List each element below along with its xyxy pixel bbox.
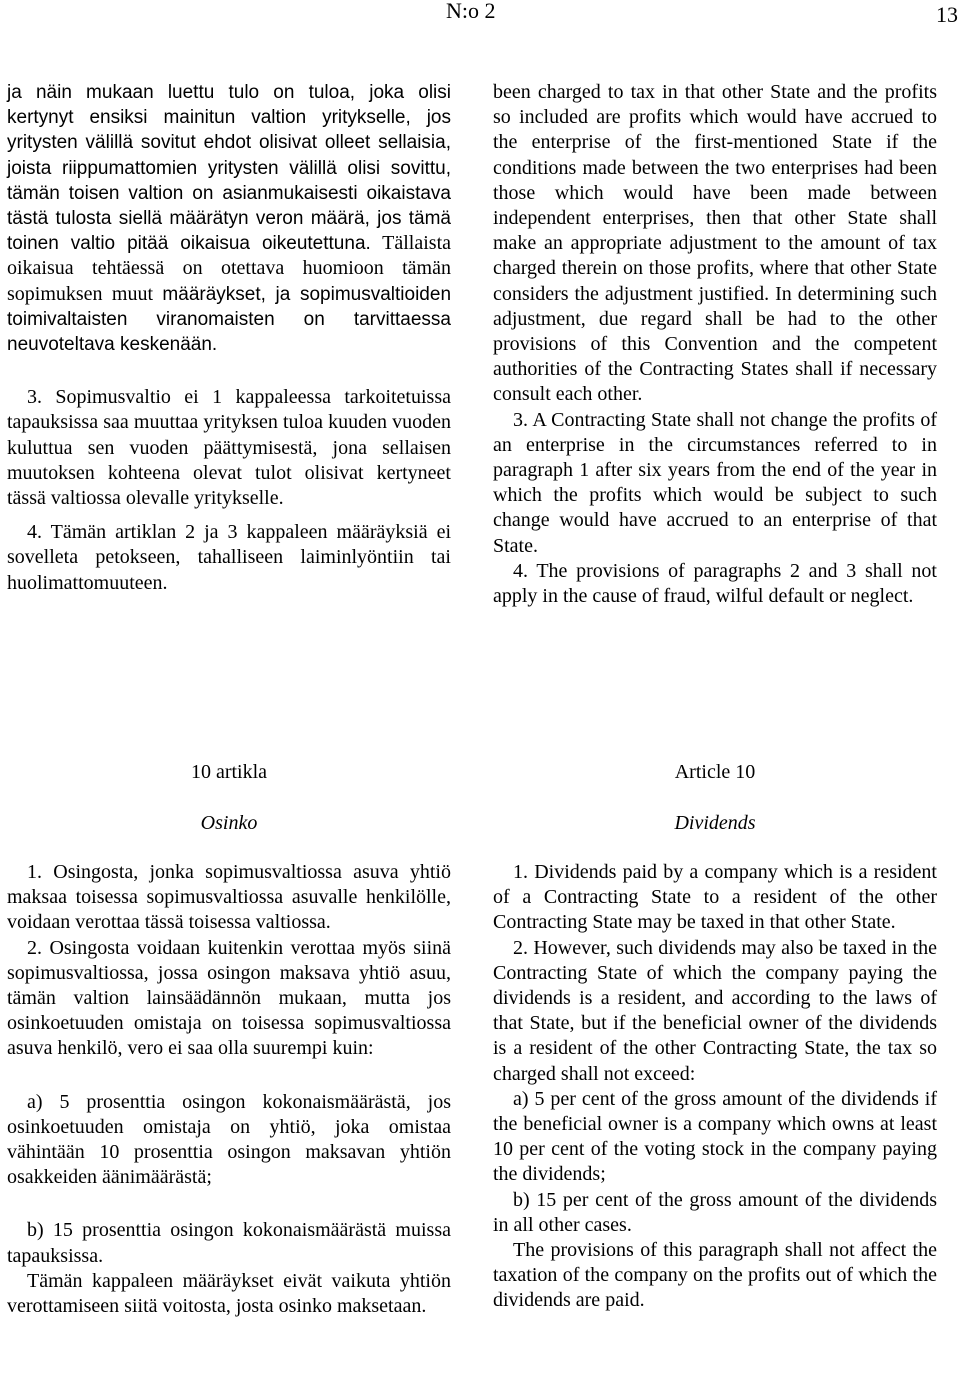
finnish-column-upper	[7, 80, 451, 596]
fi-paragraph-text-serif: Tällaista oikaisua tehtäessä on otettava huomioon tämän sopimuksen muut	[7, 232, 452, 305]
issue-number: N:o 2	[446, 0, 496, 23]
fi-paragraph-continuation	[7, 80, 451, 357]
en-article-title: Dividends	[674, 812, 756, 834]
fi-dividend-item-a: a) 5 prosenttia osingon kokonaismäärästä, jos osinkoetuuden omistaja on yhtiö, joka omistaa vähintään 10 prosenttia osingon maksavan yhtiön osakkeiden äänimäärästä;	[7, 1090, 451, 1189]
fi-dividend-paragraph-1: 1. Osingosta, jonka sopimusvaltiossa asuva yhtiö maksaa toisessa sopimusvaltiossa asuvalle henkilölle, voidaan verottaa tässä toisessa valtiossa.	[7, 861, 451, 934]
en-dividend-paragraph-last: The provisions of this paragraph shall not affect the taxation of the company on the profits out of which the dividends are paid.	[493, 1239, 937, 1312]
en-dividend-paragraph-1: 1. Dividends paid by a company which is a resident of a Contracting State to a resident of the other Contracting State may be taxed in that other State.	[493, 861, 937, 934]
en-paragraph-continuation: been charged to tax in that other State and the profits so included are profits which would have accrued to the enterprise of the first-mentioned State if the conditions made between the two enterprises had been those which would have been made between independent enterprises, then that other State shall make an appropriate adjustment to the amount of tax charged therein on those profits, where that other State considers the adjustment justified. In determining such adjustment, due regard shall be had to the other provisions of this Convention and the competent authorities of the Contracting States shall if necessary consult each other.	[493, 81, 937, 406]
fi-paragraph-text-sans-2: määräykset, ja sopimusvaltioiden toimivaltaisten viranomaisten on tarvittaessa neuvoteltava keskenään.	[7, 283, 452, 356]
en-dividend-item-a: a) 5 per cent of the gross amount of the dividends if the beneficial owner is a company which owns at least 10 per cent of the voting stock in the company paying the dividends;	[493, 1087, 937, 1186]
en-paragraph-4: 4. The provisions of paragraphs 2 and 3 shall not apply in the cause of fraud, wilful default or neglect.	[493, 559, 937, 608]
fi-paragraph-text-sans: ja näin mukaan luettu tulo on tuloa, joka olisi kertynyt ensiksi mainitun valtion yritykselle, jos yritysten välillä sovitut ehdot olisivat olleet sellaisia, joista riippumattomien yritysten välillä olisi sovittu, tämän toisen valtion on asianmukaisesti oikaistava tästä tulosta siellä määrätyn veron määrä, jos tämä toinen valtio pitää oikaisua oikeutettuna.	[7, 82, 451, 255]
en-article-heading: Article 10	[674, 761, 756, 783]
fi-paragraph-4: 4. Tämän artiklan 2 ja 3 kappaleen määräyksiä ei sovelleta petokseen, tahalliseen laiminlyöntiin tai huolimattomuuteen.	[7, 521, 451, 594]
fi-paragraph-3: 3. Sopimusvaltio ei 1 kappaleessa tarkoitetuissa tapauksissa saa muuttaa yrityksen tuloa kuuden vuoden kuluttua sen vuoden päättymisestä, jona sellaisen muutoksen kohteena olevat tulot olisivat kertyneet tässä valtiossa olevalle yritykselle.	[7, 386, 451, 510]
en-dividend-paragraph-2: 2. However, such dividends may also be taxed in the Contracting State of which the company paying the dividends is a resident, and according to the laws of that State, but if the beneficial owner of the dividends is a resident of the other Contracting State, the tax so charged shall not exceed:	[493, 936, 937, 1085]
english-column-lower	[493, 860, 937, 1314]
finnish-column-lower	[7, 860, 451, 1319]
fi-dividend-paragraph-last: Tämän kappaleen määräykset eivät vaikuta yhtiön verottamiseen siitä voitosta, josta osinko maksetaan.	[7, 1269, 451, 1318]
english-column-upper	[493, 80, 937, 609]
fi-dividend-paragraph-2: 2. Osingosta voidaan kuitenkin verottaa myös siinä sopimusvaltiossa, jossa osingon maksava yhtiö asuu, tämän valtion lainsäädännön mukaan, mutta jos osinkoetuuden omistaja on toisessa sopimusvaltiossa asuva henkilö, vero ei saa olla suurempi kuin:	[7, 936, 451, 1060]
page-number: 13	[936, 2, 958, 27]
en-paragraph-3: 3. A Contracting State shall not change the profits of an enterprise in the circumstances referred to in paragraph 1 after six years from the end of the year in which the profits which would be subject to such change would have accrued to an enterprise of that State.	[493, 408, 937, 557]
en-dividend-item-b: b) 15 per cent of the gross amount of the dividends in all other cases.	[493, 1188, 937, 1236]
fi-dividend-item-b: b) 15 prosenttia osingon kokonaismäärästä muissa tapauksissa.	[7, 1219, 451, 1267]
fi-article-title: Osinko	[200, 812, 258, 834]
fi-article-heading: 10 artikla	[190, 761, 268, 783]
